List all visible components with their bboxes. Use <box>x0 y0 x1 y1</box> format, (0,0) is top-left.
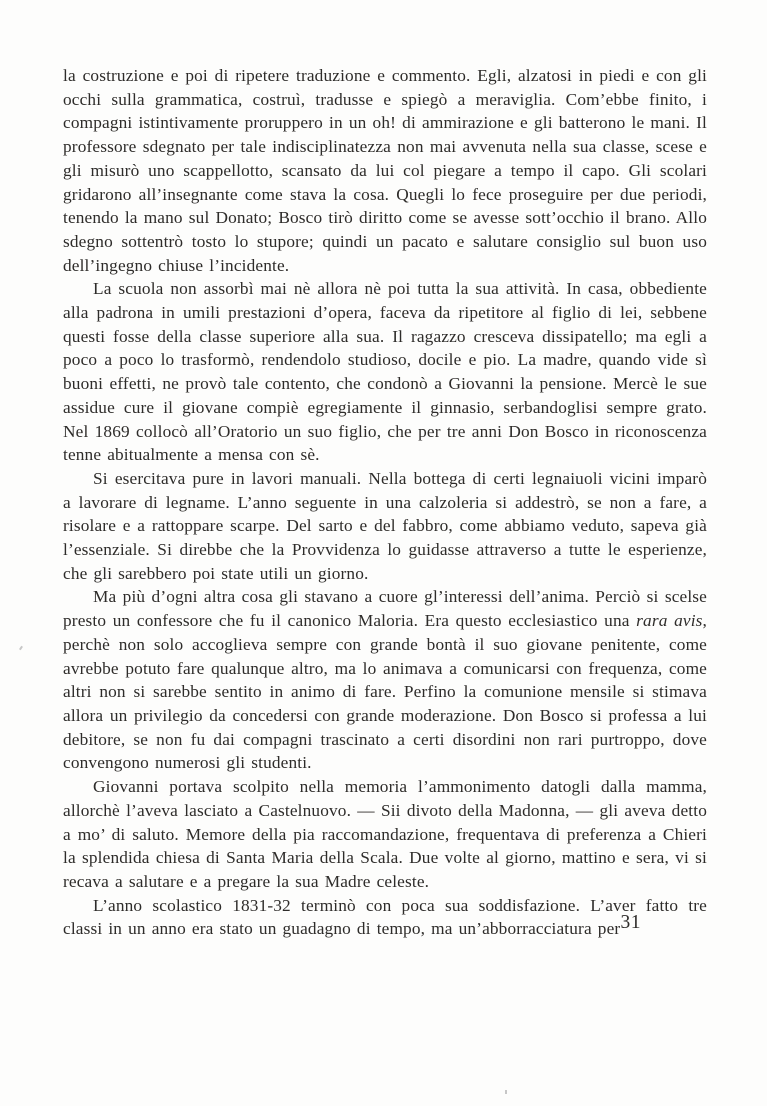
paragraph <box>63 894 707 941</box>
scan-speck <box>505 1090 507 1094</box>
paragraph <box>63 585 707 775</box>
paragraph <box>63 64 707 277</box>
text-run: La scuola non assorbì mai nè allora nè poi tutta la sua attività. In casa, obbediente alla padrona in umili prestazioni d’opera, faceva da ripetitore al figlio di lei, sebbene questi fosse della classe superiore alla sua. Il ragazzo cresceva dissipatello; ma egli a poco a poco lo trasformò, rendendolo studioso, docile e pio. La madre, quando vide sì buoni effetti, ne provò tale contento, che condonò a Giovanni la pensione. Mercè le sue assidue cure il giovane compiè egregiamente il ginnasio, serbandoglisi sempre grato. Nel 1869 collocò all’Oratorio un suo figlio, che per tre anni Don Bosco in riconoscenza tenne abitualmente a mensa con sè. <box>63 279 707 465</box>
page-text-block <box>63 64 707 941</box>
text-run: , perchè non solo accoglieva sempre con grande bontà il suo giovane penitente, come avrebbe potuto fare qualunque altro, ma lo animava a comunicarsi con frequenza, come altri non si sarebbe sentito in animo di fare. Perfino la comunione mensile si stimava allora un privilegio da concedersi con grande moderazione. Don Bosco si professa a lui debitore, se non fu dai compagni trascinato a certi disordini non rari purtroppo, dove convengono numerosi gli studenti. <box>63 611 708 773</box>
text-run: Ma più d’ogni altra cosa gli stavano a cuore gl’interessi dell’anima. Perciò si scelse presto un confessore che fu il canonico Maloria. Era questo ecclesiastico una <box>63 587 707 631</box>
scan-speck <box>19 646 23 650</box>
paragraph <box>63 277 707 467</box>
italic-text-run: rara avis <box>636 611 703 631</box>
text-run: L’anno scolastico 1831-32 terminò con poca sua soddisfazione. L’aver fatto tre classi in un anno era stato un guadagno di tempo, ma un’abborracciatura per <box>63 895 707 939</box>
text-run: Si esercitava pure in lavori manuali. Nella bottega di certi legnaiuoli vicini imparò a lavorare di legname. L’anno seguente in una calzoleria si addestrò, se non a fare, a risolare e a rattoppare scarpe. Del sarto e del fabbro, come abbiamo veduto, sapeva già l’essenziale. Si direbbe che la Provvidenza lo guidasse attraverso a tutte le esperienze, che gli sarebbero poi state utili un giorno. <box>63 468 707 583</box>
paragraph <box>63 467 707 586</box>
paragraph <box>63 775 707 894</box>
text-run: la costruzione e poi di ripetere traduzione e commento. Egli, alzatosi in piedi e con gli occhi sulla grammatica, costruì, tradusse e spiegò a meraviglia. Com’ebbe finito, i compagni istintivamente proruppero in un oh! di ammirazione e gli batterono le mani. Il professore sdegnato per tale indisciplinatezza non mai avvenuta nella sua classe, scese e gli misurò uno scappellotto, scansato da lui col piegare a tempo il capo. Gli scolari gridarono all’insegnante come stava la cosa. Quegli lo fece proseguire per due periodi, tenendo la mano sul Donato; Bosco tirò diritto come se avesse sott’occhio il brano. Allo sdegno sottentrò tosto lo stupore; quindi un pacato e salutare consiglio sul buon uso dell’ingegno chiuse l’incidente. <box>63 66 707 275</box>
page-number: 31 <box>620 912 641 933</box>
text-run: Giovanni portava scolpito nella memoria l’ammonimento datogli dalla mamma, allorchè l’aveva lasciato a Castelnuovo. — Sii divoto della Madonna, — gli aveva detto a mo’ di saluto. Memore della pia raccomandazione, frequentava di preferenza a Chieri la splendida chiesa di Santa Maria della Scala. Due volte al giorno, mattino e sera, vi si recava a salutare e a pregare la sua Madre celeste. <box>63 777 707 891</box>
